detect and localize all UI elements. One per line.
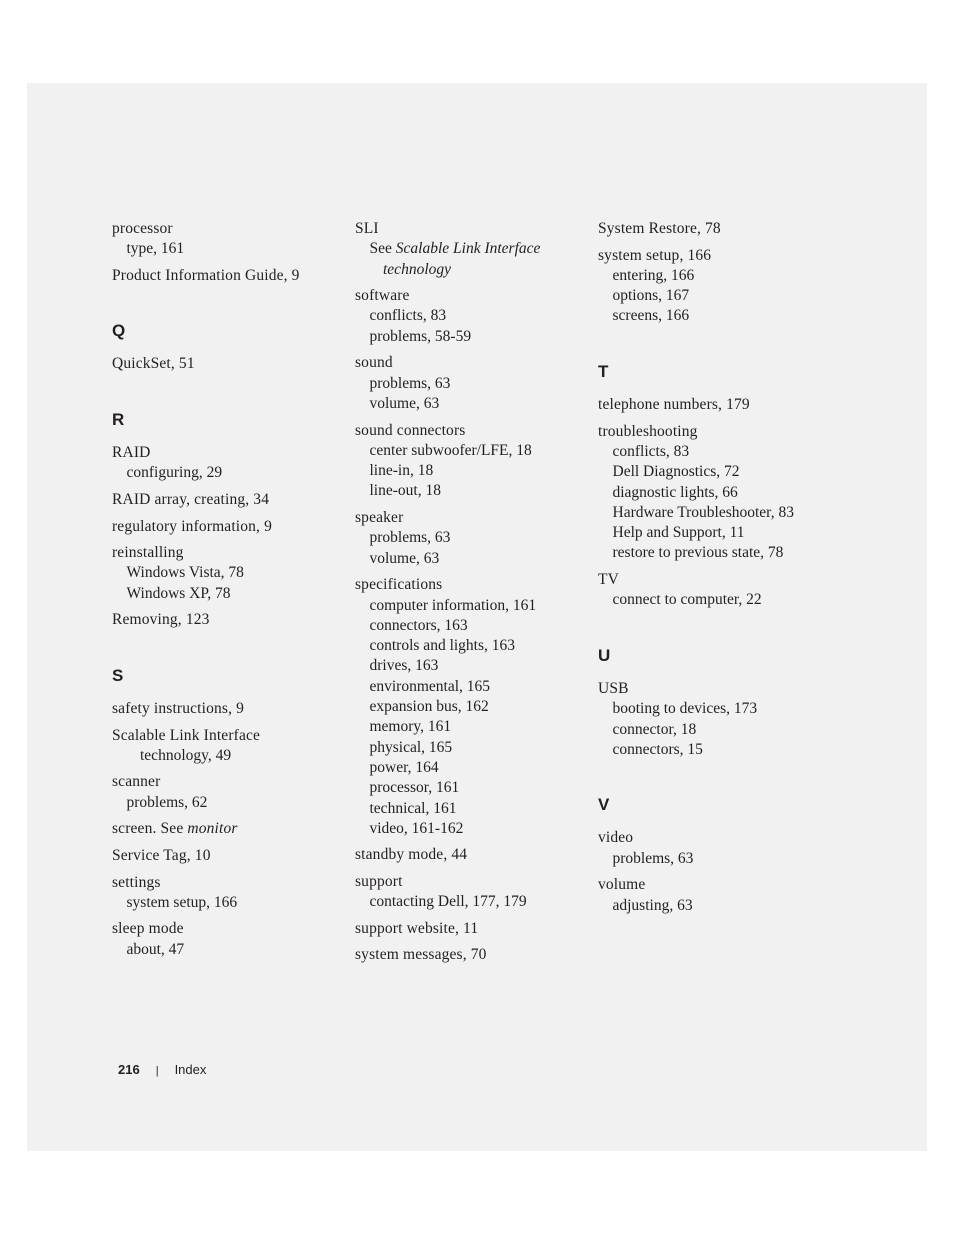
index-text: screens, 166 [612,307,690,325]
index-text: power, 164 [369,758,439,776]
index-subentry [598,306,834,326]
index-text: conflicts, 83 [369,307,447,325]
index-letter-heading [112,320,348,342]
index-subentry [355,677,591,697]
index-crossref-text: Scalable Link Interface [395,240,541,258]
index-entry [355,353,591,373]
index-text: support [355,872,403,890]
index-subentry [355,778,591,798]
index-subentry [598,740,834,760]
index-text: settings [112,873,161,891]
index-text: RAID array, creating, 34 [112,490,270,508]
footer-section-title: Index [174,1062,207,1077]
index-text: technical, 161 [369,799,457,817]
index-text: restore to previous state, 78 [612,544,784,562]
index-text: reinstalling [112,544,184,562]
index-subentry [355,697,591,717]
index-text: line-out, 18 [369,482,441,500]
index-entry [112,819,348,839]
index-subentry [355,327,591,347]
index-text: Hardware Troubleshooter, 83 [612,503,794,521]
index-subentry [112,940,348,960]
index-subentry [598,442,834,462]
index-subentry [598,462,834,482]
index-text: speaker [355,509,404,527]
index-entry-continuation [112,746,348,766]
index-entry [112,443,348,463]
index-subentry [355,616,591,636]
index-column-1 [112,219,348,960]
page-number: 216 [118,1062,140,1077]
index-entry [112,543,348,563]
index-subentry [112,893,348,913]
index-text: U [598,645,611,665]
index-text: safety instructions, 9 [112,699,245,717]
index-text: options, 167 [612,287,690,305]
index-subentry [112,584,348,604]
index-text: Q [112,321,126,341]
index-subentry [112,239,348,259]
index-text: scanner [112,773,161,791]
index-text: Product Information Guide, 9 [112,266,300,284]
index-text: TV [598,571,619,589]
index-entry [598,422,834,442]
index-column-3 [598,219,834,916]
index-text: configuring, 29 [126,464,223,482]
index-text: QuickSet, 51 [112,355,195,373]
page-footer [118,1061,206,1080]
index-text: Help and Support, 11 [612,524,745,542]
index-text: problems, 58-59 [369,327,472,345]
index-text: problems, 63 [612,849,694,867]
index-entry [112,726,348,746]
index-text: technology, 49 [140,746,232,764]
index-text: connector, 18 [612,720,697,738]
index-subentry [598,849,834,869]
index-text: about, 47 [126,940,185,958]
index-crossref-text: monitor [187,820,238,838]
index-entry [598,570,834,590]
index-subentry [598,699,834,719]
index-text: sound connectors [355,421,466,439]
index-text: RAID [112,444,151,462]
index-entry [112,610,348,630]
index-text: controls and lights, 163 [369,637,516,655]
index-text: system setup, 166 [126,893,238,911]
index-subentry [598,286,834,306]
index-entry [112,772,348,792]
index-crossref-text: technology [383,260,452,278]
index-entry [112,354,348,374]
index-entry [355,575,591,595]
index-subentry [355,892,591,912]
index-text: volume [598,876,646,894]
index-entry [112,219,348,239]
index-subentry [355,549,591,569]
index-text: processor [112,220,173,237]
index-text: Removing, 123 [112,611,210,629]
index-entry [112,919,348,939]
index-text: booting to devices, 173 [612,700,758,718]
index-subentry [355,239,591,259]
index-letter-heading [598,645,834,667]
index-text: connect to computer, 22 [612,591,762,609]
index-text: Windows XP, 78 [126,584,231,602]
index-subentry [355,596,591,616]
index-text: center subwoofer/LFE, 18 [369,441,532,459]
index-text: connectors, 163 [369,616,468,634]
index-text: S [112,665,124,685]
index-subentry [355,374,591,394]
index-entry [112,490,348,510]
index-entry [112,846,348,866]
index-text: video [598,829,634,847]
index-text: problems, 63 [369,374,451,392]
index-text: physical, 165 [369,738,453,756]
index-text: sound [355,354,393,372]
index-entry [598,828,834,848]
index-text: troubleshooting [598,422,698,440]
index-text: T [598,361,609,381]
index-subentry [112,793,348,813]
index-entry [112,266,348,286]
index-subentry [598,503,834,523]
index-subentry [112,563,348,583]
index-subentry [355,481,591,501]
index-entry [598,395,834,415]
index-text: V [598,795,610,815]
index-text: USB [598,679,629,697]
index-text: regulatory information, 9 [112,517,272,535]
index-entry [355,845,591,865]
index-entry [598,219,834,239]
index-subentry [355,758,591,778]
index-text: system setup, 166 [598,246,712,264]
index-entry [355,508,591,528]
index-entry [355,421,591,441]
index-entry [598,679,834,699]
index-subentry [355,461,591,481]
index-text: video, 161-162 [369,819,464,837]
index-text: Scalable Link Interface [112,726,261,744]
index-letter-heading [598,794,834,816]
index-text: SLI [355,220,379,237]
index-text: See [369,240,396,258]
index-text: Windows Vista, 78 [126,564,244,582]
index-text: entering, 166 [612,266,695,284]
index-text: connectors, 15 [612,740,703,758]
index-entry [355,872,591,892]
index-text: support website, 11 [355,919,479,937]
index-text: line-in, 18 [369,462,434,480]
index-text: adjusting, 63 [612,896,693,914]
index-subentry [598,483,834,503]
index-text: volume, 63 [369,549,440,567]
index-entry [598,246,834,266]
index-entry [112,873,348,893]
index-letter-heading [112,409,348,431]
index-text: software [355,287,410,305]
index-text: processor, 161 [369,779,460,797]
index-subentry [355,394,591,414]
index-entry [355,945,591,965]
index-subentry [355,717,591,737]
index-text: type, 161 [126,240,185,258]
index-text: system messages, 70 [355,946,487,964]
index-text: problems, 63 [369,529,451,547]
index-subentry [355,636,591,656]
index-text: computer information, 161 [369,596,537,614]
index-subentry [598,523,834,543]
index-text: R [112,409,125,429]
index-text: problems, 62 [126,793,208,811]
index-text: memory, 161 [369,718,452,736]
index-text: contacting Dell, 177, 179 [369,893,527,911]
index-text: expansion bus, 162 [369,698,489,716]
index-entry [598,875,834,895]
index-text: standby mode, 44 [355,846,468,864]
index-text: environmental, 165 [369,677,491,695]
index-column-2 [355,219,591,966]
index-subentry [598,543,834,563]
index-letter-heading [112,665,348,687]
index-text: diagnostic lights, 66 [612,483,738,501]
index-subentry [598,590,834,610]
index-entry [112,517,348,537]
index-entry [355,219,591,239]
index-text: Service Tag, 10 [112,846,211,864]
index-entry [355,919,591,939]
index-entry [355,286,591,306]
index-letter-heading [598,361,834,383]
index-text: screen. See [112,820,188,838]
index-subentry [598,720,834,740]
index-subentry [355,528,591,548]
index-text: drives, 163 [369,657,439,675]
index-subentry [355,306,591,326]
index-subentry [598,896,834,916]
index-subentry [355,799,591,819]
index-entry-continuation [355,260,591,280]
index-text: sleep mode [112,920,184,938]
index-text: System Restore, 78 [598,220,721,237]
index-text: specifications [355,576,443,594]
index-subentry [355,819,591,839]
footer-separator: | [155,1065,159,1077]
index-text: conflicts, 83 [612,442,690,460]
index-subentry [355,441,591,461]
index-subentry [112,463,348,483]
index-subentry [355,738,591,758]
index-subentry [355,656,591,676]
index-text: telephone numbers, 179 [598,396,750,414]
index-subentry [598,266,834,286]
index-text: Dell Diagnostics, 72 [612,463,740,481]
index-text: volume, 63 [369,394,440,412]
index-entry [112,699,348,719]
